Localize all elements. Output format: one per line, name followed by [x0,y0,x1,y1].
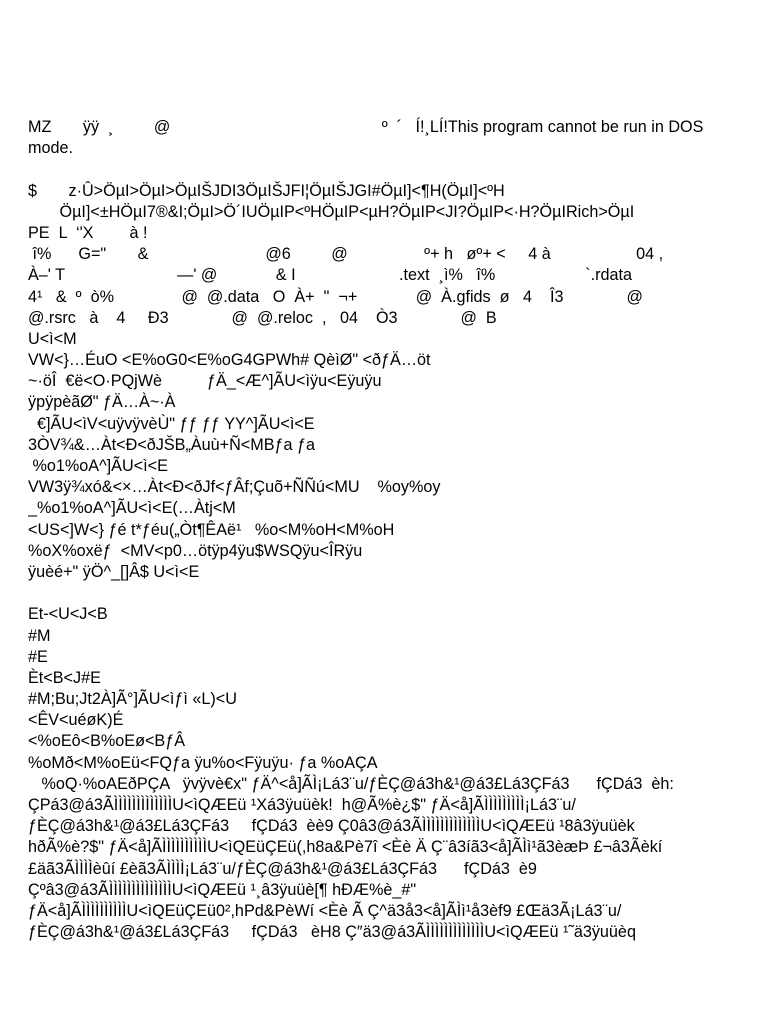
text-line: Et-<U<J<B [28,605,108,624]
text-line: 4¹ & º ò% @ @.data O À+ " ¬+ @ À.gfids ø 4 Î3 @ [28,287,643,306]
text-line: $ z·Û>ÖµI>ÖµI>ÖµIŠJDI3ÖµIŠJFI¦ÖµIŠJGI#ÖµI]<¶H(ÖµI]<ºH [28,181,505,200]
text-line: ƒÄ<å]ÃÌÌÌÌÌÌÌÌÌÌU<ìQEüÇEü0²,hPd&PèWí <Èè Ã Ç^ä3å3<å]ÃÌì¹å3èf9 £Œä3Ã¡Lá3¨u/ [28,901,622,920]
text-line: Çºâ3@á3ÃÌÌÌÌÌÌÌÌÌÌÌÌÌÌU<ìQÆEü ¹¸â3ÿuüè[¶ hÐÆ%è_#" [28,880,417,899]
text-line: #E [28,647,48,666]
text-line: @.rsrc à 4 Ð3 @ @.reloc , 04 Ò3 @ B [28,308,497,327]
text-line: _%o1%oA^]ÃU<ì<E(…Àtj<M [28,499,236,518]
text-line: %oQ·%oAEðPÇA ÿvÿvè€x" ƒÄ^<å]ÃÌ¡Lá3¨u/ƒÈÇ@á3h&¹@á3£Lá3ÇFá3 fÇDá3 èh: [28,774,674,793]
text-line: #M;Bu;Jt2À]Ã°]ÃU<ìƒì «L)<U [28,690,237,709]
text-line: <ÊV<uéøK)É [28,711,124,730]
text-line: î% G=" & @6 @ º+ h øº+ < 4 à 04 , [28,245,664,264]
text-line: ~·öÎ €ë<O·PQjWè ƒÄ_<Æ^]ÃU<ìÿu<Eÿuÿu [28,372,382,391]
binary-text-document [28,117,740,943]
text-line: €]ÃU<ìV<uÿvÿvèÙ" ƒƒ ƒƒ YY^]ÃU<ì<E [28,414,315,433]
text-line: ÿpÿpèãØ" ƒÄ…À~·À [28,393,176,412]
text-line: 3ÒV¾&…Àt<Ð<ðJŠB„Àuù+Ñ<MBƒa ƒa [28,435,316,454]
text-line [28,159,740,180]
text-line: ÖµI]<±HÖµI7®&I;ÖµI>Ö´IUÖµIP<ºHÖµIP<µH?ÖµIP<JI?ÖµIP<·H?ÖµIRich>ÖµI [28,202,635,221]
text-line: mode. [28,139,73,158]
text-line: hðÃ%è?$" ƒÄ<å]ÃÌÌÌÌÌÌÌÌÌÌU<ìQEüÇEü(,h8a&Pè7î <Èè Ä Ç¨â3íã3<å]ÃÌì¹ã3èæÞ £¬â3Ãèkí [28,838,663,857]
text-line: MZ ÿÿ ¸ @ º ´ Í!¸LÍ!This program cannot be run in DOS [28,118,704,136]
text-line: <%oEô<B%oEø<BƒÂ [28,732,186,751]
text-line: U<ì<M [28,329,77,348]
text-line: PE L ‘'X à ! [28,223,148,242]
text-line: À–' T —' @ & I .text ¸ì% î% `.rdata [28,266,633,285]
text-line: ƒÈÇ@á3h&¹@á3£Lá3ÇFá3 fÇDá3 èè9 Ç0â3@á3ÃÌÌÌÌÌÌÌÌÌÌÌÌÌU<ìQÆEü ¹8â3ÿuüèk [28,817,635,836]
text-line: #M [28,626,51,645]
text-line: Èt<B<J#E [28,668,101,687]
text-line: %o1%oA^]ÃU<ì<E [28,457,168,475]
text-line: VW<}…ÉuO <E%oG0<E%oG4GPWh# QèìØ" <ðƒÄ…öt [28,351,431,370]
text-line: ÿuèé+" ÿÖ^_[]Â$ U<ì<E [28,562,200,581]
text-line: £äã3ÃÌÌÌÌèûí £èã3ÃÌÌÌÌ¡Lá3¨u/ƒÈÇ@á3h&¹@á3£Lá3ÇFá3 fÇDá3 è9 [28,859,537,878]
text-line: ÇPá3@á3ÃÌÌÌÌÌÌÌÌÌÌÌÌÌU<ìQÆEü ¹Xá3ÿuüèk! h@Ã%è¿$" ƒÄ<å]ÃÌÌÌÌÌÌÌÌÌ¡Lá3¨u/ [28,796,576,814]
text-line: ƒÈÇ@á3h&¹@á3£Lá3ÇFá3 fÇDá3 èH8 Ç″ä3@á3ÃÌÌÌÌÌÌÌÌÌÌÌÌÌU<ìQÆEü ¹˜ä3ÿuüèq [28,923,636,942]
text-line [28,583,740,604]
text-line: %oX%oxëƒ <MV<p0…ötÿp4ÿu$WSQÿu<ÎRÿu [28,541,363,560]
text-line: <US<]W<} ƒé t*ƒéu(„Òt¶ÊAë¹ %o<M%oH<M%oH [28,520,395,539]
text-line: VW3ÿ¾xó&<×…Àt<Ð<ðJf<ƒÂf;Çuõ+ÑÑú<MU %oy%oy [28,478,441,497]
text-line: %oMð<M%oEü<FQƒa ÿu%o<Fÿuÿu· ƒa %oAÇA [28,753,378,772]
